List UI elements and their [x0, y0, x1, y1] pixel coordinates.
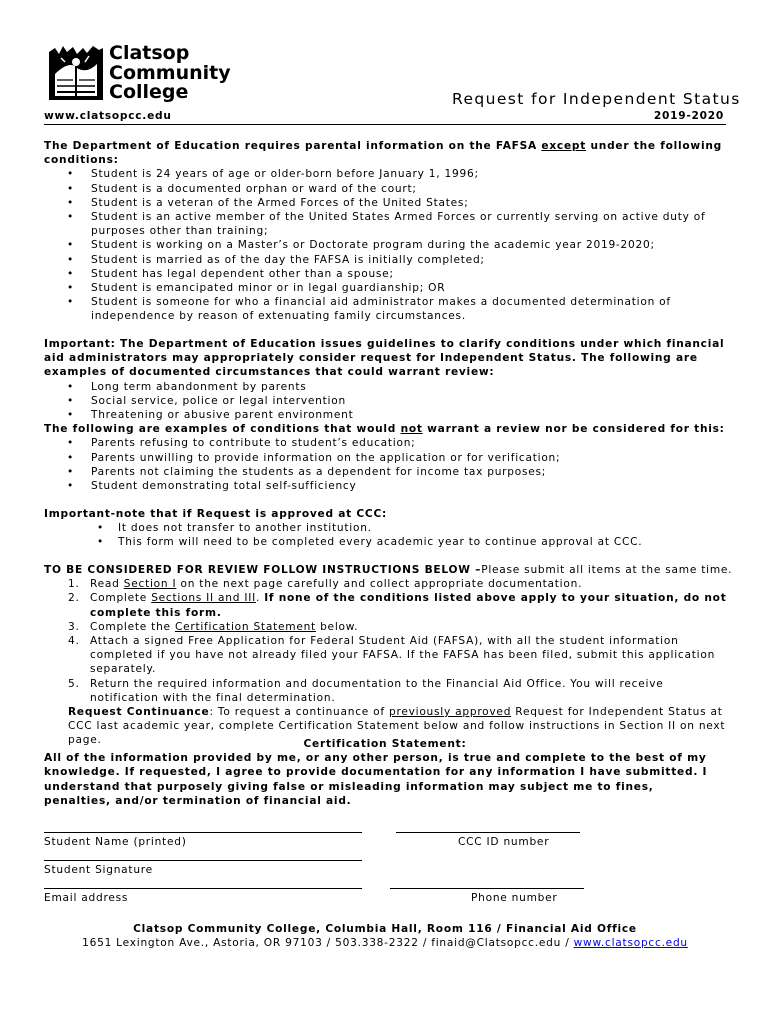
note-section — [44, 507, 734, 550]
non-example-item — [44, 465, 734, 479]
condition-item — [44, 281, 734, 295]
intro-section — [44, 139, 734, 324]
certification-section — [44, 737, 726, 808]
condition-item — [44, 253, 734, 267]
condition-item — [44, 196, 734, 210]
example-item-text: Threatening or abusive parent environment — [91, 409, 354, 422]
intro-text: The Department of Education requires parental information on the FAFSA except under the following conditions: — [44, 140, 722, 167]
example-item — [44, 408, 734, 422]
condition-item-text: Student is someone for who a financial aid administrator makes a documented determination of independence by reason of extenuating family circumstances. — [91, 296, 671, 323]
non-example-item-text: Parents unwilling to provide information on the application or for verification; — [91, 451, 561, 464]
student-name-label: Student Name (printed) — [44, 836, 187, 848]
bullet-icon: • — [67, 239, 74, 252]
important-text: Important: The Department of Education issues guidelines to clarify conditions under which financial aid administrators may appropriately consider request for Independent Status. The following are examples of documented circumstances that could warrant review: — [44, 338, 725, 379]
website-link[interactable]: www.clatsopcc.edu — [573, 937, 688, 950]
logo-line-1: Clatsop — [109, 42, 190, 64]
example-item-text: Long term abandonment by parents — [91, 380, 307, 393]
condition-item-text: Student is an active member of the United States Armed Forces or currently serving on active duty of purposes other than training; — [91, 211, 706, 238]
bullet-icon: • — [67, 437, 74, 450]
non-example-item-text: Parents not claiming the students as a dependent for income tax purposes; — [91, 465, 547, 478]
condition-item — [44, 238, 734, 252]
condition-item-text: Student is married as of the day the FAFSA is initially completed; — [91, 253, 485, 266]
ccc-id-label: CCC ID number — [458, 836, 550, 848]
bullet-icon: • — [67, 211, 74, 224]
instruction-step: 3. Complete the Certification Statement below. — [68, 620, 359, 633]
email-line[interactable] — [44, 888, 362, 889]
condition-item — [44, 295, 734, 323]
bullet-icon: • — [67, 282, 74, 295]
bullet-icon: • — [67, 451, 74, 464]
condition-item — [44, 210, 734, 238]
bullet-icon: • — [67, 253, 74, 266]
note-item — [44, 521, 734, 535]
instructions-section — [44, 563, 734, 748]
example-item-text: Social service, police or legal intervention — [91, 394, 346, 407]
form-title: Request for Independent Status — [452, 90, 741, 108]
non-example-item-text: Student demonstrating total self-sufficiency — [91, 480, 357, 493]
logo-line-3: College — [109, 81, 189, 103]
condition-item-text: Student is 24 years of age or older-born before January 1, 1996; — [91, 168, 479, 181]
instruction-step: 4. Attach a signed Free Application for Federal Student Aid (FAFSA), with all the student information completed if you have not already filed your FAFSA. If the FAFSA has been filed, submit this application separately. — [68, 635, 716, 676]
important-list — [44, 380, 734, 423]
non-example-item — [44, 479, 734, 493]
signature-label: Student Signature — [44, 864, 153, 876]
example-item — [44, 394, 734, 408]
bullet-icon: • — [67, 465, 74, 478]
intro-list — [44, 167, 734, 323]
example-item — [44, 380, 734, 394]
non-example-item-text: Parents refusing to contribute to student’s education; — [91, 437, 416, 450]
condition-item — [44, 182, 734, 196]
bullet-icon: • — [67, 409, 74, 422]
note-heading: Important-note that if Request is approved at CCC: — [44, 508, 387, 520]
college-name-logo — [109, 44, 231, 103]
note-list — [44, 521, 734, 549]
condition-item-text: Student is a veteran of the Armed Forces of the United States; — [91, 196, 469, 209]
college-logo-icon — [47, 44, 105, 102]
non-example-item — [44, 451, 734, 465]
website-text: www.clatsopcc.edu — [44, 110, 172, 122]
signature-line[interactable] — [44, 860, 362, 861]
bullet-icon: • — [67, 196, 74, 209]
bullet-icon: • — [67, 296, 74, 309]
bullet-icon: • — [67, 168, 74, 181]
bullet-icon: • — [67, 267, 74, 280]
condition-item-text: Student has legal dependent other than a spouse; — [91, 267, 394, 280]
important-section — [44, 337, 734, 493]
condition-item — [44, 167, 734, 181]
non-example-item — [44, 436, 734, 450]
student-name-line[interactable] — [44, 832, 362, 833]
bullet-icon: • — [97, 522, 104, 535]
instructions-steps — [44, 577, 734, 705]
academic-year: 2019-2020 — [653, 110, 724, 122]
footer-line-1: Clatsop Community College, Columbia Hall, Room 116 / Financial Aid Office — [133, 923, 637, 935]
instruction-step: 2. Complete Sections II and III. If none of the conditions listed above apply to your situation, do not complete this form. — [68, 592, 727, 619]
footer-line-2: 1651 Lexington Ave., Astoria, OR 97103 / 503.338-2322 / finaid@Clatsopcc.edu / www.clatsopcc.edu — [82, 937, 688, 950]
instruction-step: 5. Return the required information and documentation to the Financial Aid Office. You will receive notification with the final determination. — [68, 677, 664, 704]
footer — [40, 922, 730, 950]
condition-item — [44, 267, 734, 281]
condition-item-text: Student is emancipated minor or in legal guardianship; OR — [91, 282, 446, 295]
bullet-icon: • — [67, 394, 74, 407]
email-label: Email address — [44, 892, 129, 904]
note-item-text: It does not transfer to another institution. — [118, 522, 372, 535]
not-warrant-heading: The following are examples of conditions that would not warrant a review nor be considered for this: — [44, 423, 725, 436]
condition-item-text: Student is a documented orphan or ward of the court; — [91, 182, 417, 195]
bullet-icon: • — [67, 182, 74, 195]
bullet-icon: • — [97, 536, 104, 549]
note-item-text: This form will need to be completed every academic year to continue approval at CCC. — [118, 536, 643, 549]
phone-line[interactable] — [390, 888, 584, 889]
not-warrant-list — [44, 436, 734, 493]
phone-label: Phone number — [471, 892, 558, 904]
instruction-step: 1. Read Section I on the next page carefully and collect appropriate documentation. — [68, 578, 583, 591]
bullet-icon: • — [67, 380, 74, 393]
note-item — [44, 535, 734, 549]
ccc-id-line[interactable] — [396, 832, 580, 833]
bullet-icon: • — [67, 480, 74, 493]
certification-text: All of the information provided by me, or any other person, is true and complete to the best of my knowledge. If requested, I agree to provide documentation for any information I have submitted. I understand that purposely giving false or misleading information may subject me to fines, penalties, and/or termination of financial aid. — [44, 752, 708, 807]
certification-heading: Certification Statement: — [303, 738, 467, 750]
instructions-heading: TO BE CONSIDERED FOR REVIEW FOLLOW INSTRUCTIONS BELOW –Please submit all items at the same time. — [44, 564, 733, 576]
continuance-text: Request Continuance: To request a continuance of previously approved Request for Independent Status at CCC last academic year, complete Certification Statement below and follow instructions in Section II on next page. — [68, 706, 726, 747]
condition-item-text: Student is working on a Master’s or Doctorate program during the academic year 2019-2020; — [91, 239, 655, 252]
logo-line-2: Community — [109, 61, 231, 84]
header-divider — [44, 124, 726, 125]
